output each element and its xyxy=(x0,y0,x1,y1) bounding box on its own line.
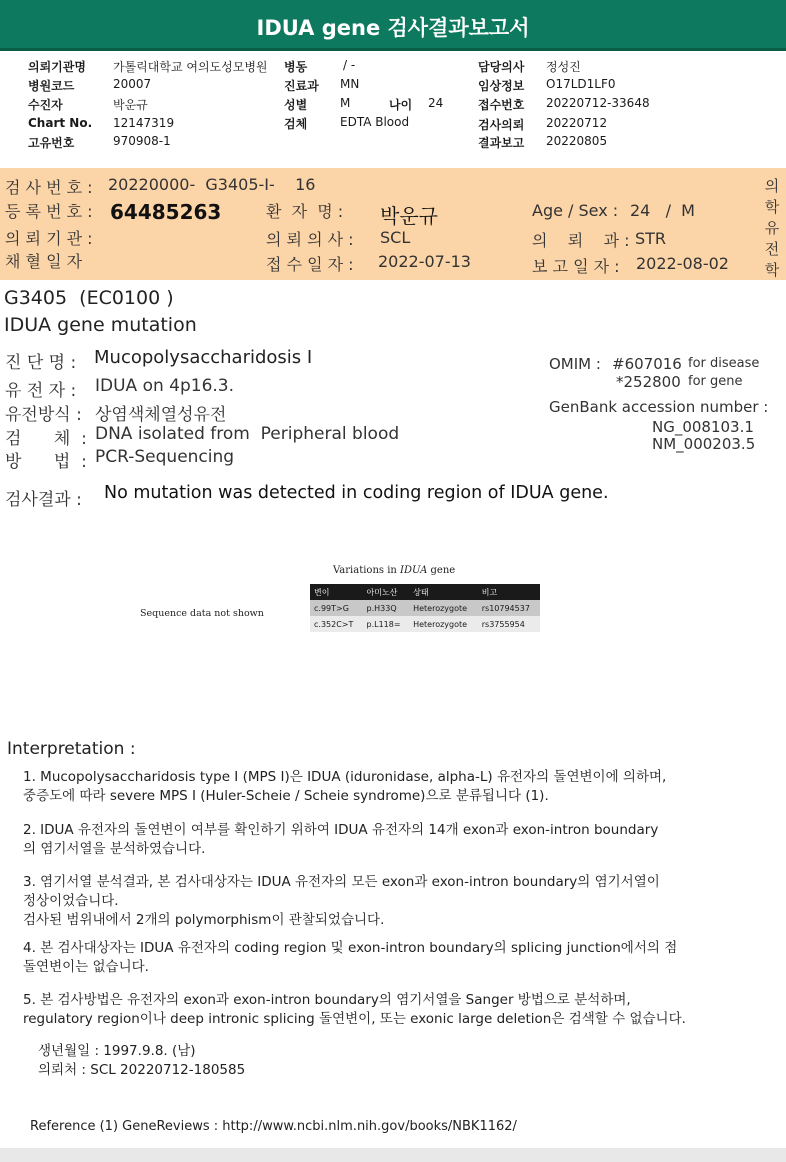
age-label: 나이 xyxy=(389,98,413,112)
report-date-label: 결과보고 xyxy=(478,136,525,150)
reg-no-value: 64485263 xyxy=(110,200,222,224)
sequence-note: Sequence data not shown xyxy=(140,608,264,619)
inheritance-label: 유전방식 : xyxy=(5,405,82,425)
request-label: 검사의뢰 xyxy=(478,118,525,132)
collect-label: 채 혈 일 자 xyxy=(5,252,83,271)
age-sex-label: Age / Sex : xyxy=(532,201,619,220)
age-sex-value: 24 / M xyxy=(630,201,695,220)
specimen-label: 검체 xyxy=(284,117,308,131)
specimen-value: EDTA Blood xyxy=(340,115,410,129)
variations-table xyxy=(310,584,540,632)
patient-label: 수진자 xyxy=(28,98,63,112)
genbank-2: NM_000203.5 xyxy=(652,435,756,453)
page-footer xyxy=(0,1148,786,1162)
table-header: 비고 xyxy=(478,584,540,600)
referral-source: 의뢰처 : SCL 20220712-180585 xyxy=(38,1062,246,1078)
table-header: 변이 xyxy=(310,584,363,600)
table-cell: p.H33Q xyxy=(363,600,410,616)
hospital-code-value: 20007 xyxy=(113,77,152,91)
table-cell: c.99T>G xyxy=(310,600,363,616)
table-cell: rs3755954 xyxy=(478,616,540,632)
omim-disease: #607016 xyxy=(612,355,682,373)
test-no-label: 검 사 번 호 : xyxy=(5,178,93,197)
interpretation-item-3: 3. 염기서열 분석결과, 본 검사대상자는 IDUA 유전자의 모든 exon과 exon-intron boundary의 염기서열이 정상이었습니다. 검사된 범위내에서 2개의 polymorphism이 관찰되었습니다. xyxy=(23,874,660,928)
institution-label: 의뢰기관명 xyxy=(28,60,86,74)
lab-patient-label: 환 자 명 : xyxy=(266,202,344,221)
omim-disease-note: for disease xyxy=(688,356,760,371)
interpretation-item-2: 2. IDUA 유전자의 돌연변이 여부를 확인하기 위하여 IDUA 유전자의 14개 exon과 exon-intron boundary 의 염기서열을 분석하였습니다. xyxy=(23,822,659,857)
side-char: 학 xyxy=(764,198,780,216)
sex-label: 성별 xyxy=(284,98,308,112)
genbank-1: NG_008103.1 xyxy=(652,418,754,436)
interpretation-heading: Interpretation : xyxy=(7,739,136,759)
patient-value: 박운규 xyxy=(113,98,148,112)
age-value: 24 xyxy=(428,96,444,110)
title-underline xyxy=(0,48,786,51)
table-cell: Heterozygote xyxy=(409,600,478,616)
gene-value: IDUA on 4p16.3. xyxy=(95,376,235,396)
inst-label: 의 뢰 기 관 : xyxy=(5,229,93,248)
diagnosis-value: Mucopolysaccharidosis I xyxy=(94,347,313,368)
request-value: 20220712 xyxy=(546,116,608,130)
report-date2-label: 보 고 일 자 : xyxy=(532,257,620,276)
reference-link[interactable]: Reference (1) GeneReviews : http://www.ncbi.nlm.nih.gov/books/NBK1162/ xyxy=(30,1119,517,1134)
ward-value: / - xyxy=(343,58,356,72)
omim-gene: *252800 xyxy=(616,373,681,391)
interpretation-item-4: 4. 본 검사대상자는 IDUA 유전자의 coding region 및 exon-intron boundary의 splicing junction에서의 점 돌연변이는 없습니다. xyxy=(23,940,678,975)
clinical-value: O17LD1LF0 xyxy=(546,77,616,91)
side-char: 의 xyxy=(764,177,780,195)
gene-label: 유 전 자 : xyxy=(5,381,77,401)
report-date2-value: 2022-08-02 xyxy=(636,254,729,273)
table-cell: p.L118= xyxy=(363,616,410,632)
test-no-value: 20220000- G3405-I- 16 xyxy=(108,175,316,194)
table-cell: rs10794537 xyxy=(478,600,540,616)
unique-label: 고유번호 xyxy=(28,136,75,150)
diagnosis-label: 진 단 명 : xyxy=(5,353,77,373)
ref-dept-value: STR xyxy=(635,229,667,248)
side-char: 유 xyxy=(764,219,780,237)
report-date-value: 20220805 xyxy=(546,134,608,148)
test-name: IDUA gene mutation xyxy=(4,314,197,336)
dept-label: 진료과 xyxy=(284,79,319,93)
ward-label: 병동 xyxy=(284,60,308,74)
table-header: 아미노산 xyxy=(363,584,410,600)
omim-label: OMIM : xyxy=(549,355,601,373)
interpretation-item-5: 5. 본 검사방법은 유전자의 exon과 exon-intron boundary의 염기서열을 Sanger 방법으로 분석하며, regulatory region이나 deep intronic splicing 돌연변이, 또는 exonic large deletion은 검색할 수 없습니다. xyxy=(23,992,686,1027)
inheritance-value: 상염색체열성유전 xyxy=(95,405,227,425)
side-char: 학 xyxy=(764,261,780,279)
receipt-date-label: 접 수 일 자 : xyxy=(266,255,354,274)
doctor-label: 담당의사 xyxy=(478,60,525,74)
omim-gene-note: for gene xyxy=(688,374,743,389)
ref-dept-label: 의 뢰 과 : xyxy=(532,231,630,250)
sex-value: M xyxy=(340,96,351,110)
side-char: 전 xyxy=(764,240,780,258)
hospital-code-label: 병원코드 xyxy=(28,79,75,93)
table-header-row xyxy=(310,584,540,600)
chart-label: Chart No. xyxy=(28,116,93,130)
table-row xyxy=(310,616,540,632)
table-cell: Heterozygote xyxy=(409,616,478,632)
birth-date: 생년월일 : 1997.9.8. (남) xyxy=(38,1043,196,1059)
result-value: No mutation was detected in coding region of IDUA gene. xyxy=(104,483,609,503)
table-row xyxy=(310,600,540,616)
patient-summary xyxy=(38,1042,245,1080)
institution-value: 가톨릭대학교 여의도성모병원 xyxy=(113,60,268,74)
lab-patient-value: 박운규 xyxy=(380,204,438,228)
doctor-value: 정성진 xyxy=(546,60,581,74)
result-label: 검사결과 : xyxy=(5,490,82,510)
clinical-label: 임상정보 xyxy=(478,79,525,93)
chart-value: 12147319 xyxy=(113,116,175,130)
dept-value: MN xyxy=(340,77,360,91)
genbank-label: GenBank accession number : xyxy=(549,398,769,416)
test-specimen-label: 검 체 : xyxy=(5,429,87,449)
variations-title: Variations in IDUA gene xyxy=(333,565,456,576)
ref-doctor-value: SCL xyxy=(380,228,411,247)
method-value: PCR-Sequencing xyxy=(95,447,235,467)
receipt-value: 20220712-33648 xyxy=(546,96,650,110)
report-title: IDUA gene 검사결과보고서 xyxy=(0,0,786,50)
method-label: 방 법 : xyxy=(5,452,87,472)
interpretation-item-1: 1. Mucopolysaccharidosis type I (MPS I)은 IDUA (iduronidase, alpha-L) 유전자의 돌연변이에 의하며, 중증도에 따라 severe MPS I (Huler-Scheie / Scheie syndrome)으로 분류됩니다 (1). xyxy=(23,769,667,804)
reg-no-label: 등 록 번 호 : xyxy=(5,202,93,221)
receipt-label: 접수번호 xyxy=(478,98,525,112)
receipt-date-value: 2022-07-13 xyxy=(378,252,471,271)
table-header: 상태 xyxy=(409,584,478,600)
unique-value: 970908-1 xyxy=(113,134,171,148)
side-label xyxy=(762,176,782,281)
ref-doctor-label: 의 뢰 의 사 : xyxy=(266,230,354,249)
table-cell: c.352C>T xyxy=(310,616,363,632)
test-specimen-value: DNA isolated from Peripheral blood xyxy=(95,424,400,444)
test-code: G3405 (EC0100 ) xyxy=(4,287,174,309)
